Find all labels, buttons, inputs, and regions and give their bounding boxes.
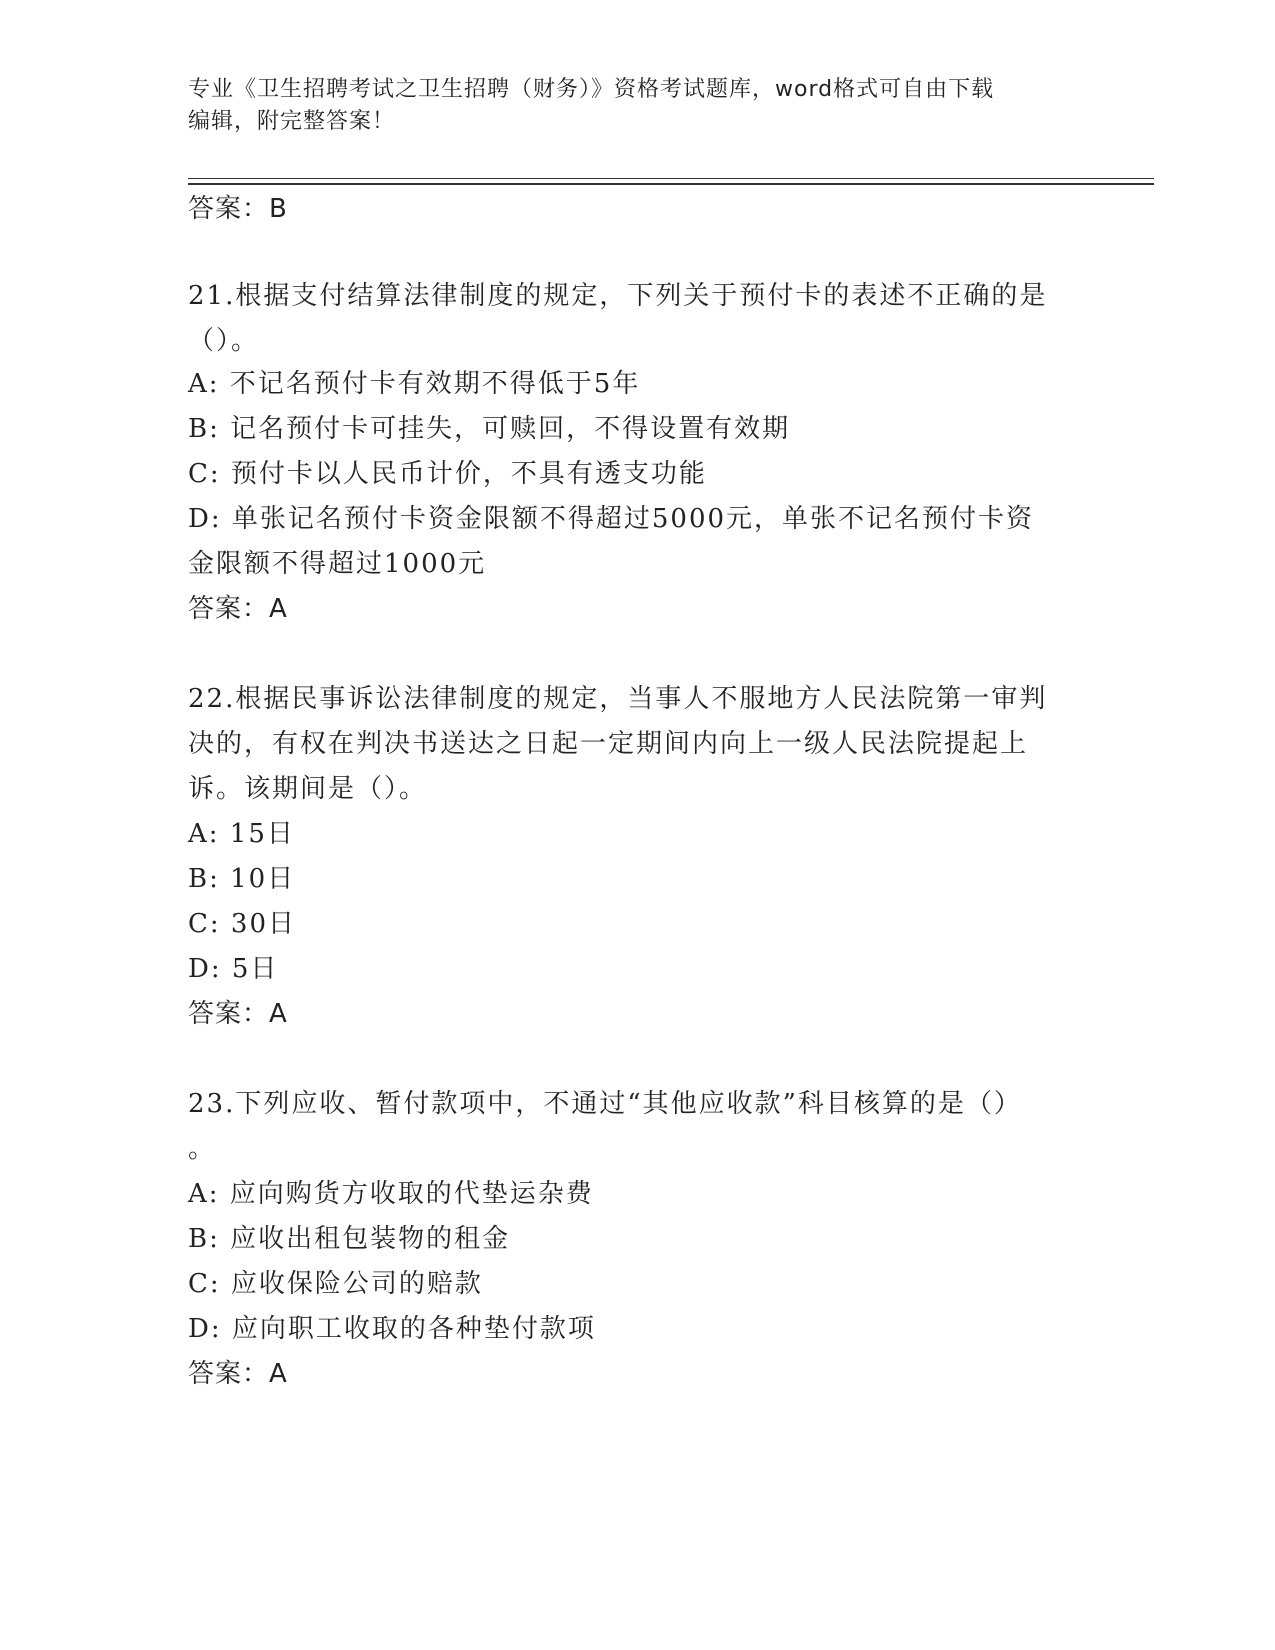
header-line-1: 专业《卫生招聘考试之卫生招聘（财务）》资格考试题库，word格式可自由下载 [188,77,995,102]
q22-stem-line-3: 诉。该期间是（）。 [188,774,428,804]
q23-option-d: D: 应向职工收取的各种垫付款项 [188,1314,596,1344]
q22-answer: 答案：A [188,999,288,1029]
q21-answer: 答案：A [188,594,288,624]
q22-stem-line-1: 22.根据民事诉讼法律制度的规定，当事人不服地方人民法院第一审判 [188,684,1048,714]
q22-option-d: D: 5日 [188,954,279,984]
q21-option-c: C: 预付卡以人民币计价，不具有透支功能 [188,459,707,489]
header-rule-thin [188,178,1154,179]
q22-stem-line-2: 决的，有权在判决书送达之日起一定期间内向上一级人民法院提起上 [188,729,1029,759]
q21-stem-line-2: （）。 [188,326,260,356]
q21-option-d: D: 单张记名预付卡资金限额不得超过5000元，单张不记名预付卡资 [188,504,1035,534]
answer-prev: 答案：B [188,194,288,224]
q23-stem-line-1: 23.下列应收、暂付款项中，不通过“其他应收款”科目核算的是（） [188,1089,1022,1119]
document-header [188,74,1088,138]
header-rule-thick [188,183,1154,185]
q23-answer: 答案：A [188,1359,288,1389]
q21-stem-line-1: 21.根据支付结算法律制度的规定，下列关于预付卡的表述不正确的是 [188,281,1048,311]
q23-option-a: A: 应向购货方收取的代垫运杂费 [188,1179,594,1209]
q21-option-a: A: 不记名预付卡有效期不得低于5年 [188,369,641,399]
q23-stem-line-2: 。 [188,1134,217,1164]
header-line-2: 编辑，附完整答案！ [188,109,396,134]
q23-option-b: B: 应收出租包装物的租金 [188,1224,511,1254]
q22-option-b: B: 10日 [188,864,296,894]
q22-option-c: C: 30日 [188,909,297,939]
q22-option-a: A: 15日 [188,819,295,849]
q21-option-b: B: 记名预付卡可挂失，可赎回，不得设置有效期 [188,414,791,444]
q21-option-d-cont: 金限额不得超过1000元 [188,549,487,579]
q23-option-c: C: 应收保险公司的赔款 [188,1269,483,1299]
